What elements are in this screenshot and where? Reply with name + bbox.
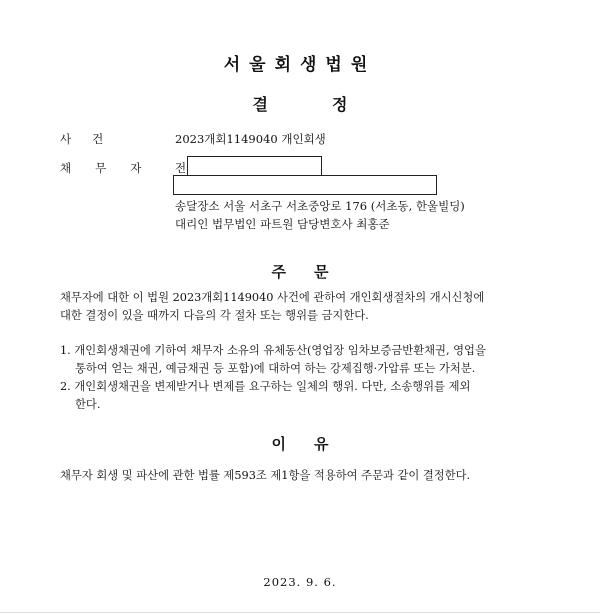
- document-type: 결정: [252, 95, 412, 114]
- decision-date: 2023. 9. 6.: [263, 575, 337, 589]
- debtor-name-prefix: 전: [175, 161, 187, 175]
- debtor-label: 채무자: [60, 161, 166, 175]
- page-bottom-divider: [0, 612, 600, 613]
- order-item-1-line1: 1. 개인회생채권에 기하여 채무자 소유의 유체동산(영업장 임차보증금반환채권, 영업을: [60, 344, 486, 357]
- order-item-2-line1: 2. 개인회생채권을 변제받거나 변제를 요구하는 일체의 행위. 다만, 소송행위를 제외: [60, 380, 471, 393]
- order-text-line2: 대한 결정이 있을 때까지 다음의 각 절차 또는 행위를 금지한다.: [60, 309, 369, 322]
- order-item-2-line2: 한다.: [75, 398, 101, 411]
- order-text-line1: 채무자에 대한 이 법원 2023개회1149040 사건에 관하여 개인회생절차의 개시신청에: [60, 291, 485, 304]
- case-label: 사건: [60, 132, 125, 146]
- service-address: 송달장소 서울 서초구 서초중앙로 176 (서초동, 한울빌딩): [175, 199, 465, 213]
- redacted-debtor-address: [173, 175, 437, 195]
- order-heading: 주문: [271, 263, 357, 281]
- order-item-1-line2: 통하여 얻는 채권, 예금채권 등 포함)에 대하여 하는 강제집행·가압류 또는 가처분.: [75, 362, 476, 375]
- reason-text: 채무자 회생 및 파산에 관한 법률 제593조 제1항을 적용하여 주문과 같이 결정한다.: [60, 469, 471, 482]
- reason-heading: 이유: [271, 435, 357, 453]
- legal-agent: 대리인 법무법인 파트원 담당변호사 최홍준: [175, 217, 390, 231]
- case-number: 2023개회1149040 개인회생: [175, 132, 326, 146]
- redacted-debtor-name: [187, 156, 322, 176]
- court-name: 서울회생법원: [223, 55, 377, 75]
